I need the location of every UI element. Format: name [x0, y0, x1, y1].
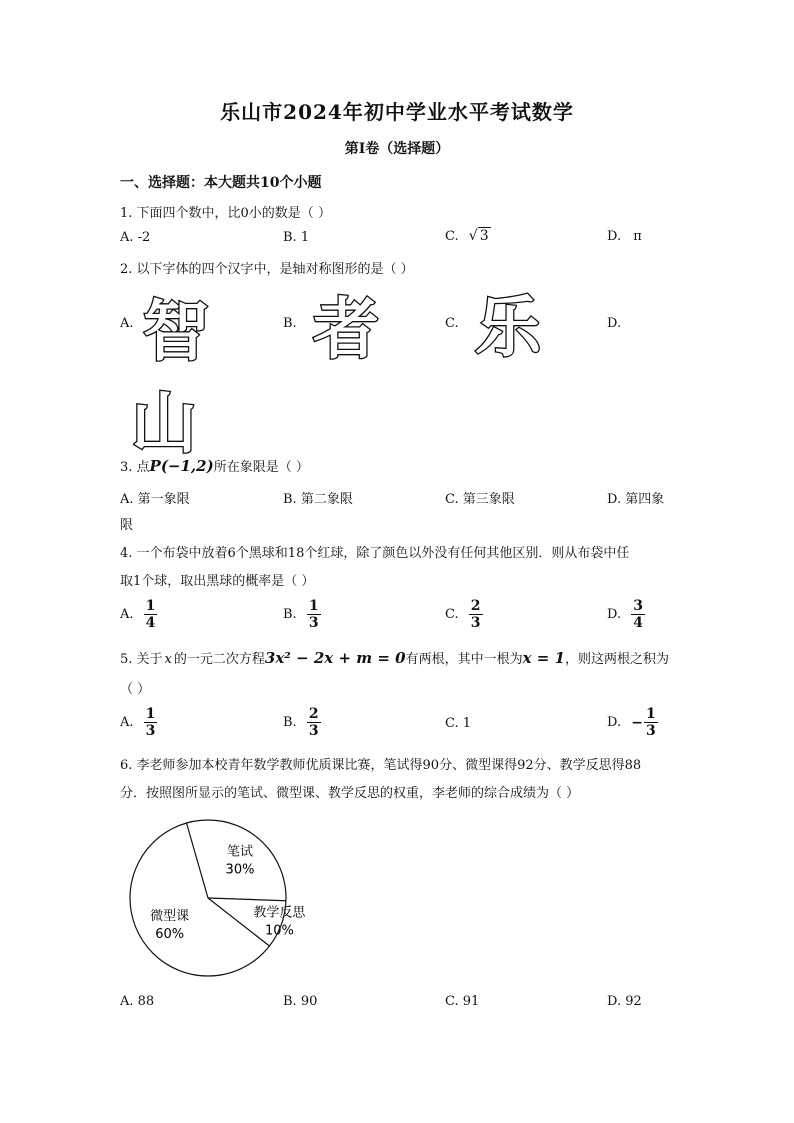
q5-option-a-label: A.: [120, 715, 134, 730]
q1-option-b: B. 1: [283, 230, 310, 245]
q5-option-d: [607, 706, 658, 739]
q4-option-d-label: D.: [607, 607, 622, 622]
q4-option-b-label: B.: [283, 607, 297, 622]
fraction-numerator: 2: [308, 706, 319, 722]
fraction-numerator: 1: [145, 706, 156, 722]
q4-option-c-label: C.: [445, 607, 459, 622]
q2-option-d-label: D.: [607, 316, 622, 331]
glyph-zhi: [136, 288, 216, 368]
q6-option-d: D. 92: [607, 994, 642, 1009]
q4-option-a: [120, 598, 157, 631]
pie-slice-value: 60%: [155, 926, 185, 942]
q5-variable: x: [164, 652, 172, 667]
fraction: [631, 598, 645, 631]
q1-option-c: [445, 228, 491, 244]
fraction-denominator: 4: [145, 615, 156, 631]
weight-pie-chart: [124, 814, 306, 990]
fraction: [144, 706, 158, 739]
fraction-denominator: 3: [308, 723, 319, 739]
pie-slice-label: 教学反思: [253, 905, 306, 921]
q5-stem-suffix: ，则这两根之积为: [565, 652, 670, 667]
fraction: [144, 598, 158, 631]
q3-stem-prefix: 3. 点: [120, 460, 150, 475]
glyph-shan: [124, 380, 204, 460]
fraction-denominator: 3: [470, 615, 481, 631]
fraction-denominator: 3: [145, 723, 156, 739]
fraction-numerator: 1: [645, 706, 656, 722]
q3-option-a: A. 第一象限: [120, 492, 190, 507]
q4-option-a-label: A.: [120, 607, 134, 622]
paper-subtitle: 第Ⅰ卷（选择题）: [344, 141, 450, 157]
q5-root: x = 1: [522, 649, 566, 667]
sqrt-radicand: 3: [479, 228, 489, 244]
fraction-numerator: 2: [470, 598, 481, 614]
q3-stem-suffix: 所在象限是（ ）: [213, 460, 309, 475]
q3-option-d-wrap: 限: [120, 518, 134, 533]
glyph-zhe: [306, 286, 386, 366]
pie-slice-value: 10%: [264, 923, 294, 939]
q2-option-c-label: C.: [445, 316, 459, 331]
q3-stem: [120, 456, 309, 475]
q5-option-b: [283, 706, 321, 739]
q5-stem-prefix: 5. 关于: [120, 652, 163, 667]
q6-stem-line1: 6. 李老师参加本校青年数学教师优质课比赛，笔试得90分、微型课得92分、教学反思得88: [120, 758, 642, 773]
fraction: [307, 706, 321, 739]
fraction-denominator: 3: [308, 615, 319, 631]
q5-stem-mid2: 有两根，其中一根为: [405, 652, 523, 667]
exam-title: 乐山市2024年初中学业水平考试数学: [220, 100, 574, 124]
q1-stem: 1. 下面四个数中，比0小的数是（ ）: [120, 206, 331, 221]
q4-stem-line1: 4. 一个布袋中放着6个黑球和18个红球，除了颜色以外没有任何其他区别．则从布袋中任: [120, 546, 630, 561]
section-heading: 一、选择题：本大题共10个小题: [120, 175, 322, 191]
fraction: [644, 706, 658, 739]
q6-option-a: A. 88: [120, 994, 155, 1009]
q6-option-c: C. 91: [445, 994, 480, 1009]
glyph-zhe-text: 者: [313, 291, 379, 368]
q5-option-a: [120, 706, 157, 739]
glyph-shan-text: 山: [131, 385, 197, 462]
q6-option-b: B. 90: [283, 994, 318, 1009]
q6-stem-line2: 分．按照图所显示的笔试、微型课、教学反思的权重，李老师的综合成绩为（ ）: [120, 786, 580, 801]
glyph-zhi-text: 智: [143, 293, 209, 370]
q5-stem-line1: [120, 648, 669, 667]
fraction: [307, 598, 321, 631]
q3-option-d: D. 第四象: [607, 492, 665, 507]
q4-stem-line2: 取1个球，取出黑球的概率是（ ）: [120, 574, 315, 589]
fraction-numerator: 3: [633, 598, 643, 614]
q5-stem-mid1: 的一元二次方程: [173, 652, 265, 667]
q5-option-b-label: B.: [283, 715, 297, 730]
q1-option-d: [607, 229, 642, 244]
fraction-numerator: 1: [145, 598, 156, 614]
glyph-le-text: 乐: [475, 289, 541, 366]
fraction-denominator: 3: [645, 723, 656, 739]
fraction-denominator: 4: [633, 615, 643, 631]
q5-stem-line2: （ ）: [120, 682, 151, 697]
q1-option-d-label: D.: [607, 229, 622, 244]
q3-option-c: C. 第三象限: [445, 492, 515, 507]
pi-symbol: π: [633, 229, 642, 244]
q4-option-b: [283, 598, 321, 631]
q5-equation: 3x² − 2x + m = 0: [264, 649, 406, 667]
q3-option-b: B. 第二象限: [283, 492, 353, 507]
q5-option-c: C. 1: [445, 716, 472, 731]
q1-option-c-label: C.: [445, 229, 459, 244]
sqrt-expression: √ 3: [468, 228, 489, 244]
q2-option-a-label: A.: [120, 316, 134, 331]
glyph-le: [468, 284, 548, 364]
q5-option-d-label: D.: [607, 715, 622, 730]
q4-option-c: [445, 598, 483, 631]
q2-option-b-label: B.: [283, 316, 297, 331]
pie-slice-label: 微型课: [150, 908, 190, 924]
q1-option-a: A. -2: [120, 230, 151, 245]
point-p: P(−1,2): [149, 457, 214, 475]
pie-slice-value: 30%: [225, 862, 255, 878]
fraction: [469, 598, 483, 631]
q4-option-d: [607, 598, 645, 631]
fraction-numerator: 1: [308, 598, 319, 614]
minus-sign: −: [631, 714, 643, 731]
pie-slice-label: 笔试: [227, 844, 254, 860]
q2-stem: 2. 以下字体的四个汉字中，是轴对称图形的是（ ）: [120, 262, 414, 277]
